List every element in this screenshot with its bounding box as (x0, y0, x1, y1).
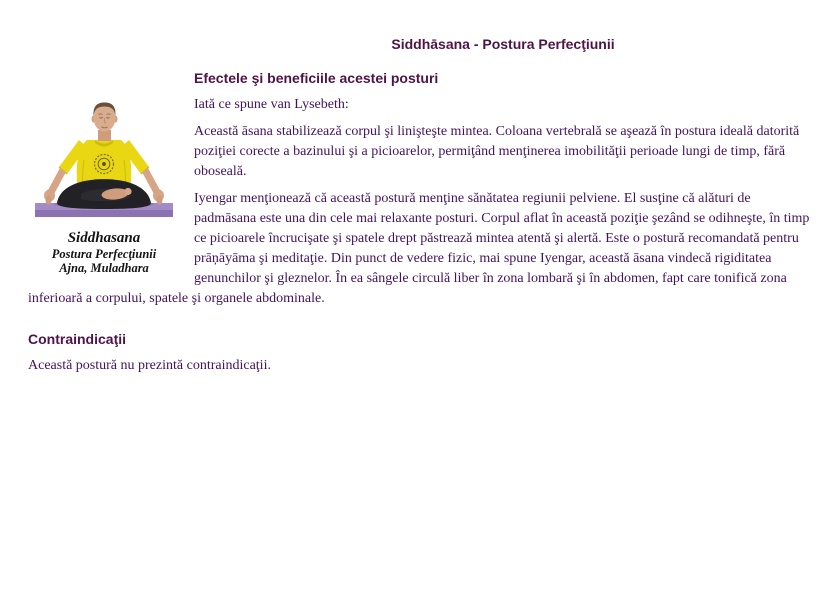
benefits-paragraph-2: Iyengar menţionează că această postură menţine sănătatea regiunii pelviene. El susţine că alături de padmāsana este una din cele mai relaxante posturi. Corpul aflat în această poziţie şezând se odihneşte, în timp ce picioarele încrucişate şi spatele drept păstrează mintea atentă şi alertă. Este o postură recomandată pentru prāņāyāma şi meditaţie. Din punct de vedere fizic, mai spune Iyengar, această āsana vindecă rigiditatea genunchilor şi gleznelor. În ea sângele circulă liber în zona lombară şi în abdomen, fapt care tonifică zona inferioară a corpului, spatele şi organele abdominale. (28, 191, 810, 306)
contraindications-heading: Contraindicaţii (28, 331, 127, 347)
benefits-heading: Efectele şi beneficiile acestei posturi (194, 70, 439, 86)
pose-figure (28, 36, 180, 275)
yogi-head (92, 103, 118, 142)
contraindications-text: Această postură nu prezintă contraindicaţii. (28, 358, 271, 373)
figure-caption-chakras: Ajna, Muladhara (59, 261, 149, 275)
figure-caption-subtitle: Postura Perfecţiunii (51, 247, 157, 261)
benefits-paragraph-1: Această āsana stabilizează corpul şi linişteşte mintea. Coloana vertebrală se aşează în postura ideală datorită poziţiei corecte a bazinului şi a picioarelor, permiţând menţinerea imobilităţii perioade lungi de timp, fără oboseală. (194, 124, 800, 179)
yogi-legs (57, 179, 151, 209)
benefits-intro: Iată ce spune van Lysebeth: (194, 97, 349, 112)
page-title: Siddhāsana - Postura Perfecţiunii (391, 36, 615, 52)
figure-caption-title: Siddhasana (67, 230, 141, 246)
siddhasana-photo (29, 90, 179, 222)
figure-caption (28, 230, 180, 275)
